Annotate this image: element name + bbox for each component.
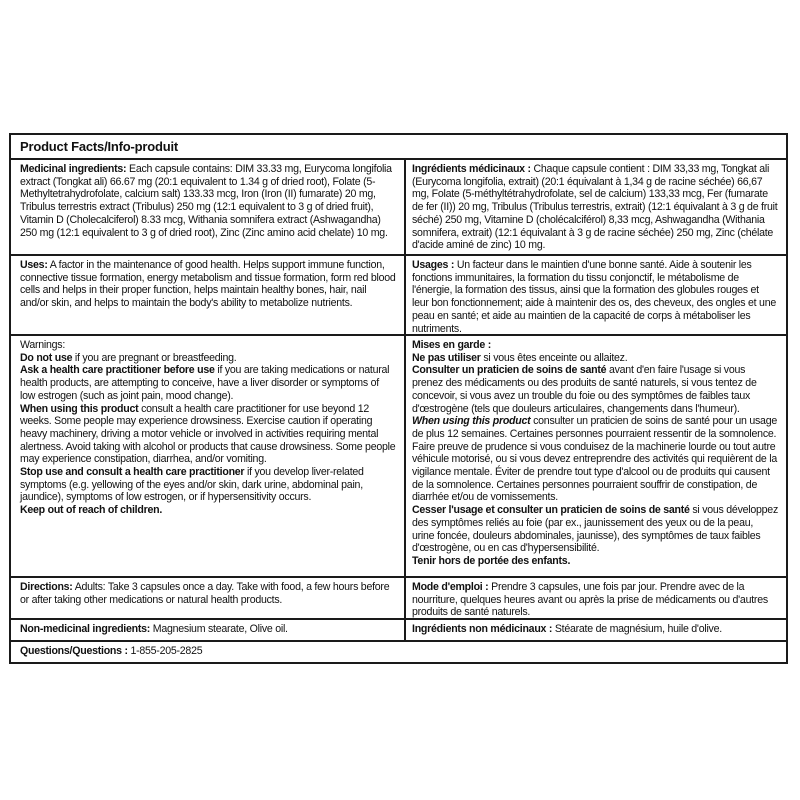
questions-label: Questions/Questions :	[20, 645, 128, 657]
medicinal-ingredients-fr	[406, 160, 786, 254]
non-medicinal-row	[11, 620, 786, 642]
medicinal-ingredients-row	[11, 160, 786, 256]
warnings-heading-en: Warnings:	[20, 339, 66, 351]
when-using-fr: When using this product	[412, 415, 531, 428]
warnings-fr	[406, 336, 786, 576]
ask-practitioner-en: Ask a health care practitioner before use	[20, 364, 215, 377]
keep-out-fr: Tenir hors de portée des enfants.	[412, 554, 571, 567]
questions-row	[11, 642, 786, 664]
non-medicinal-text-en: Magnesium stearate, Olive oil.	[150, 623, 288, 635]
ask-practitioner-text-en: if you are taking medications or natural health products, are attempting to conceive, have a liver disorder or symptoms of low estrogen (such as joint pain, mood change).	[20, 364, 390, 402]
questions	[11, 642, 786, 664]
uses-en	[11, 256, 406, 334]
uses-fr	[406, 256, 786, 334]
warnings-row	[11, 336, 786, 578]
keep-out-en: Keep out of reach of children.	[20, 504, 163, 517]
do-not-use-text-fr: si vous êtes enceinte ou allaitez.	[480, 351, 628, 364]
uses-label-fr: Usages :	[412, 259, 455, 271]
medicinal-text-en: Each capsule contains: DIM 33.33 mg, Eurycoma longifolia extract (Tongkat ali) 66.67 mg (20:1 equivalent to 1.34 g of dried root), Folate (5-Methyltetrahydrofolate, calcium salt) 133.33 mcg, Iron (Iron (II) fumarate) 20 mg, Tribulus terrestris extract (Tribulus) 250 mg (12:1 equivalent to 3 g of dried fruit), Vitamin D (Cholecalciferol) 8.33 mcg, Withania somnifera extract (Ashwagandha) 250 mg (12:1 equivalent to 3 g of dried root), Zinc (Zinc amino acid chelate) 10 mg.	[20, 163, 392, 239]
directions-en	[11, 578, 406, 618]
uses-label-en: Uses:	[20, 259, 48, 271]
when-using-text-fr: consulter un praticien de soins de santé pour un usage de plus 12 semaines. Certaines personnes pourraient ressentir de la somnolence. Faire preuve de prudence si vous conduisez de la machinerie lourde ou tout autre véhicule motorisé, ou si vous devez entreprendre des activités qui requièrent de la vigilance mentale. Éviter de prendre tout type d'alcool ou de produits qui causent de la somnolence. Certaines personnes pourraient souffrir de constipation, de diarrhée et/ou de vomissements.	[412, 415, 777, 504]
when-using-en: When using this product	[20, 402, 139, 415]
directions-label-fr: Mode d'emploi :	[412, 581, 489, 593]
non-medicinal-label-fr: Ingrédients non médicinaux :	[412, 623, 553, 635]
ask-practitioner-text-fr: avant d'en faire l'usage si vous prenez des médicaments ou des produits de santé naturels, si vous tentez de concevoir, si vous avez un trouble du foie ou des symptômes de faibles taux d'œstrogène (tels que douleurs articulaires, changements dans l'humeur).	[412, 364, 757, 415]
warnings-heading-fr: Mises en garde :	[412, 339, 492, 351]
directions-fr	[406, 578, 786, 618]
directions-text-en: Adults: Take 3 capsules once a day. Take with food, a few hours before or after taking other medications or natural health products.	[20, 581, 390, 606]
non-medicinal-text-fr: Stéarate de magnésium, huile d'olive.	[552, 623, 722, 635]
medicinal-ingredients-en	[11, 160, 406, 254]
uses-text-en: A factor in the maintenance of good health. Helps support immune function, connective tissue formation, energy metabolism and tissue formation, form red blood cells and helps in their proper function, helps maintain healthy bones, hair, nail and/or skin, and helps to maintain the body's ability to metabolize nutrients.	[20, 259, 396, 310]
non-medicinal-label-en: Non-medicinal ingredients:	[20, 623, 151, 635]
directions-label-en: Directions:	[20, 581, 73, 593]
stop-use-text-en: if you develop liver-related symptoms (e.g. yellowing of the eyes and/or skin, dark urine, abdominal pain, jaundice), symptoms of low estrogen, or if hypersensitivity occurs.	[20, 466, 364, 504]
warnings-en	[11, 336, 406, 576]
ask-practitioner-fr: Consulter un praticien de soins de santé	[412, 364, 607, 377]
directions-text-fr: Prendre 3 capsules, une fois par jour. Prendre avec de la nourriture, quelques heures avant ou après la prise de médicaments ou d'autres produits de santé naturels.	[412, 581, 768, 619]
directions-row	[11, 578, 786, 620]
non-medicinal-fr	[406, 620, 786, 640]
do-not-use-en: Do not use	[20, 351, 73, 364]
non-medicinal-en	[11, 620, 406, 640]
stop-use-text-fr: si vous développez des symptômes reliés au foie (par ex., jaunissement des yeux ou de la peau, urine foncée, douleurs abdominales, jaunisse), des symptômes de taux faibles d'œstrogène, ou en cas d'hypersensibilité.	[412, 504, 778, 555]
medicinal-label-fr: Ingrédients médicinaux :	[412, 163, 531, 175]
stop-use-fr: Cesser l'usage et consulter un praticien de soins de santé	[412, 504, 690, 517]
product-facts-panel	[9, 133, 788, 664]
stop-use-en: Stop use and consult a health care practitioner	[20, 466, 245, 479]
do-not-use-fr: Ne pas utiliser	[412, 351, 481, 364]
medicinal-label-en: Medicinal ingredients:	[20, 163, 127, 175]
medicinal-text-fr: Chaque capsule contient : DIM 33,33 mg, Tongkat ali (Eurycoma longifolia, extrait) (20:1 équivalant à 1,34 g de racine séchée) 66,67 mg, Folate (5-méthyltétrahydrofolate, sel de calcium) 133,33 mcg, Fer (fumarate de fer (II)) 20 mg, Tribulus (Tribulus terrestris, extrait) (12:1 équivalant à 3 g de fruit séché) 250 mg, Vitamine D (cholécalciférol) 8,33 mcg, Ashwagandha (Withania somnifera, extrait) (12:1 équivalant à 3 g de racine séchée) 250 mg, Zinc (chélate d'acide aminé de zinc) 10 mg.	[412, 163, 778, 252]
do-not-use-text-en: if you are pregnant or breastfeeding.	[72, 351, 237, 364]
panel-title: Product Facts/Info-produit	[20, 139, 179, 154]
when-using-text-en: consult a health care practitioner for use beyond 12 weeks. Some people may experience drowsiness. Exercise caution if operating heavy machinery, driving a motor vehicle or involved in activities requiring mental alertness. Avoid taking with alcohol or products that cause drowsiness. Some people may experience constipation, diarrhea, and/or vomiting.	[20, 402, 396, 466]
uses-row	[11, 256, 786, 336]
uses-text-fr: Un facteur dans le maintien d'une bonne santé. Aide à soutenir les fonctions immunitaires, la formation du tissu conjonctif, le métabolisme de l'énergie, la formation des tissus, ainsi que la formation des globules rouges et leur bon fonctionnement; aide à maintenir des os, des cheveux, des ongles et une peau en santé; et aide au maintien de la capacité de corps à métaboliser les nutriments.	[412, 259, 776, 335]
questions-phone: 1-855-205-2825	[127, 645, 203, 657]
title-row	[11, 135, 786, 160]
